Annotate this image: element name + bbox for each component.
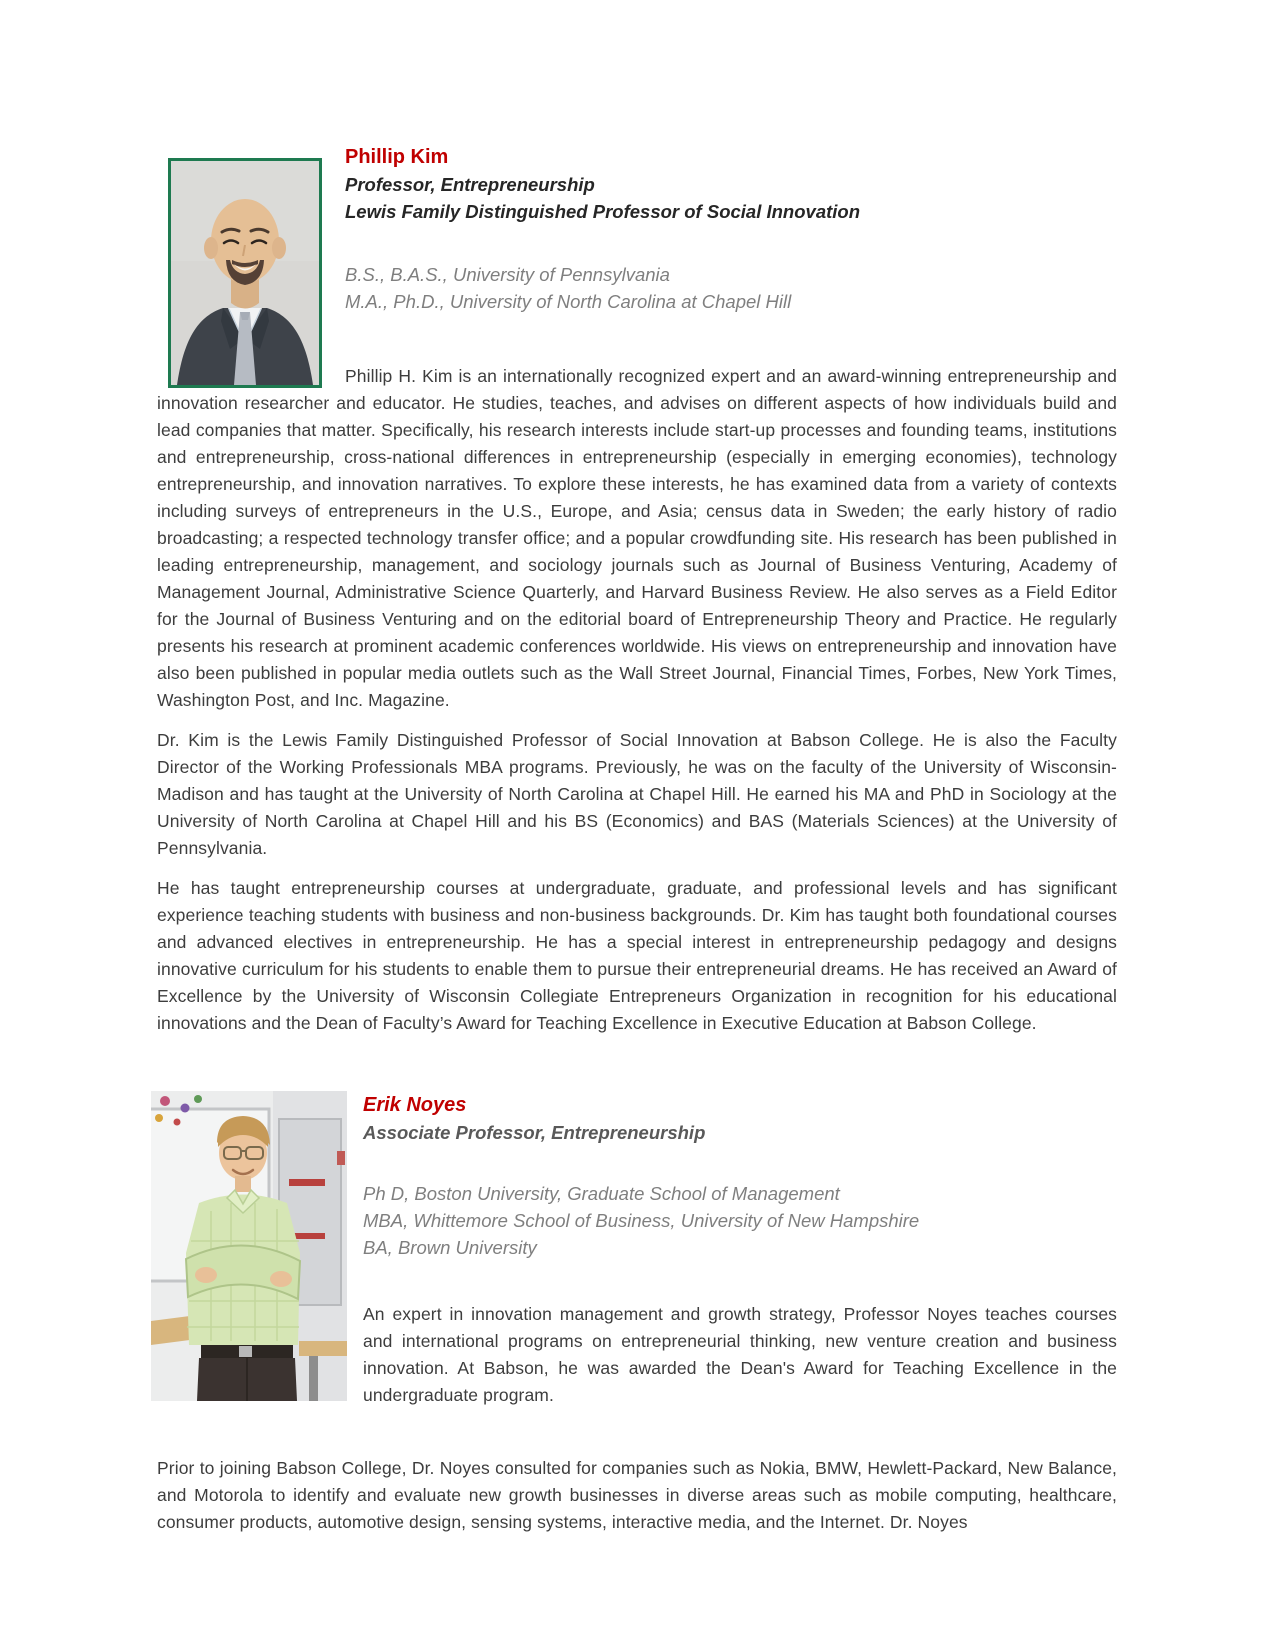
faculty-name-phillip-kim: Phillip Kim: [345, 146, 449, 168]
phillip-kim-photo-illustration: [171, 161, 319, 385]
section-spacer: [157, 1409, 1117, 1455]
faculty-title-2: Lewis Family Distinguished Professor of Social Innovation: [345, 201, 861, 222]
faculty-name-erik-noyes: Erik Noyes: [363, 1094, 467, 1116]
kim-bio-paragraph-2: Dr. Kim is the Lewis Family Distinguished Professor of Social Innovation at Babson College. He is also the Faculty Director of the Working Professionals MBA programs. Previously, he was on the faculty of the University of Wisconsin-Madison and has taught at the University of North Carolina at Chapel Hill. He earned his MA and PhD in Sociology at the University of North Carolina at Chapel Hill and his BS (Economics) and BAS (Materials Sciences) at the University of Pennsylvania.: [157, 730, 1117, 858]
credential-line: BA, Brown University: [363, 1237, 537, 1258]
erik-noyes-photo-illustration: [151, 1091, 347, 1401]
credential-line: M.A., Ph.D., University of North Carolina at Chapel Hill: [345, 291, 792, 312]
bio-section-phillip-kim: [157, 143, 1117, 1037]
kim-bio-paragraph-1: Phillip H. Kim is an internationally recognized expert and an award-winning entrepreneurship and innovation researcher and educator. He studies, teaches, and advises on different aspects of how individuals build and lead companies that matter. Specifically, his research interests include start-up processes and founding teams, institutions and entrepreneurship, cross-national differences in entrepreneurship (especially in emerging economies), technology entrepreneurship, and innovation narratives. To explore these interests, he has examined data from a variety of contexts including surveys of entrepreneurs in the U.S., Europe, and Asia; census data in Sweden; the early history of radio broadcasting; a respected technology transfer office; and a popular crowdfunding site. His research has been published in leading entrepreneurship, management, and sociology journals such as Journal of Business Venturing, Academy of Management Journal, Administrative Science Quarterly, and Harvard Business Review. He also serves as a Field Editor for the Journal of Business Venturing and on the editorial board of Entrepreneurship Theory and Practice. He regularly presents his research at prominent academic conferences worldwide. His views on entrepreneurship and innovation have also been published in popular media outlets such as the Wall Street Journal, Financial Times, Forbes, New York Times, Washington Post, and Inc. Magazine.: [157, 366, 1117, 710]
faculty-title-1: Professor, Entrepreneurship: [345, 174, 595, 195]
erik-noyes-photo: [151, 1091, 347, 1401]
noyes-bio-paragraph-2: Prior to joining Babson College, Dr. Noyes consulted for companies such as Nokia, BMW, Hewlett-Packard, New Balance, and Motorola to identify and evaluate new growth businesses in diverse areas such as mobile computing, healthcare, consumer products, automotive design, sensing systems, interactive media, and the Internet. Dr. Noyes: [157, 1458, 1117, 1532]
credential-line: B.S., B.A.S., University of Pennsylvania: [345, 264, 670, 285]
kim-bio-paragraph-3: He has taught entrepreneurship courses at undergraduate, graduate, and professional levels and has significant experience teaching students with business and non-business backgrounds. Dr. Kim has taught both foundational courses and advanced electives in entrepreneurship. He has a special interest in entrepreneurship pedagogy and designs innovative curriculum for his students to enable them to pursue their entrepreneurial dreams. He has received an Award of Excellence by the University of Wisconsin Collegiate Entrepreneurs Organization in recognition for his educational innovations and the Dean of Faculty’s Award for Teaching Excellence in Executive Education at Babson College.: [157, 878, 1117, 1033]
credential-line: MBA, Whittemore School of Business, University of New Hampshire: [363, 1210, 920, 1231]
noyes-bio-paragraph-1: An expert in innovation management and growth strategy, Professor Noyes teaches courses and international programs on entrepreneurial thinking, new venture creation and business innovation. At Babson, he was awarded the Dean's Award for Teaching Excellence in the undergraduate program.: [363, 1304, 1117, 1405]
faculty-title-1: Associate Professor, Entrepreneurship: [363, 1122, 706, 1143]
credential-line: Ph D, Boston University, Graduate School of Management: [363, 1183, 840, 1204]
phillip-kim-photo: [168, 158, 322, 388]
bio-section-erik-noyes: [157, 1091, 1117, 1455]
